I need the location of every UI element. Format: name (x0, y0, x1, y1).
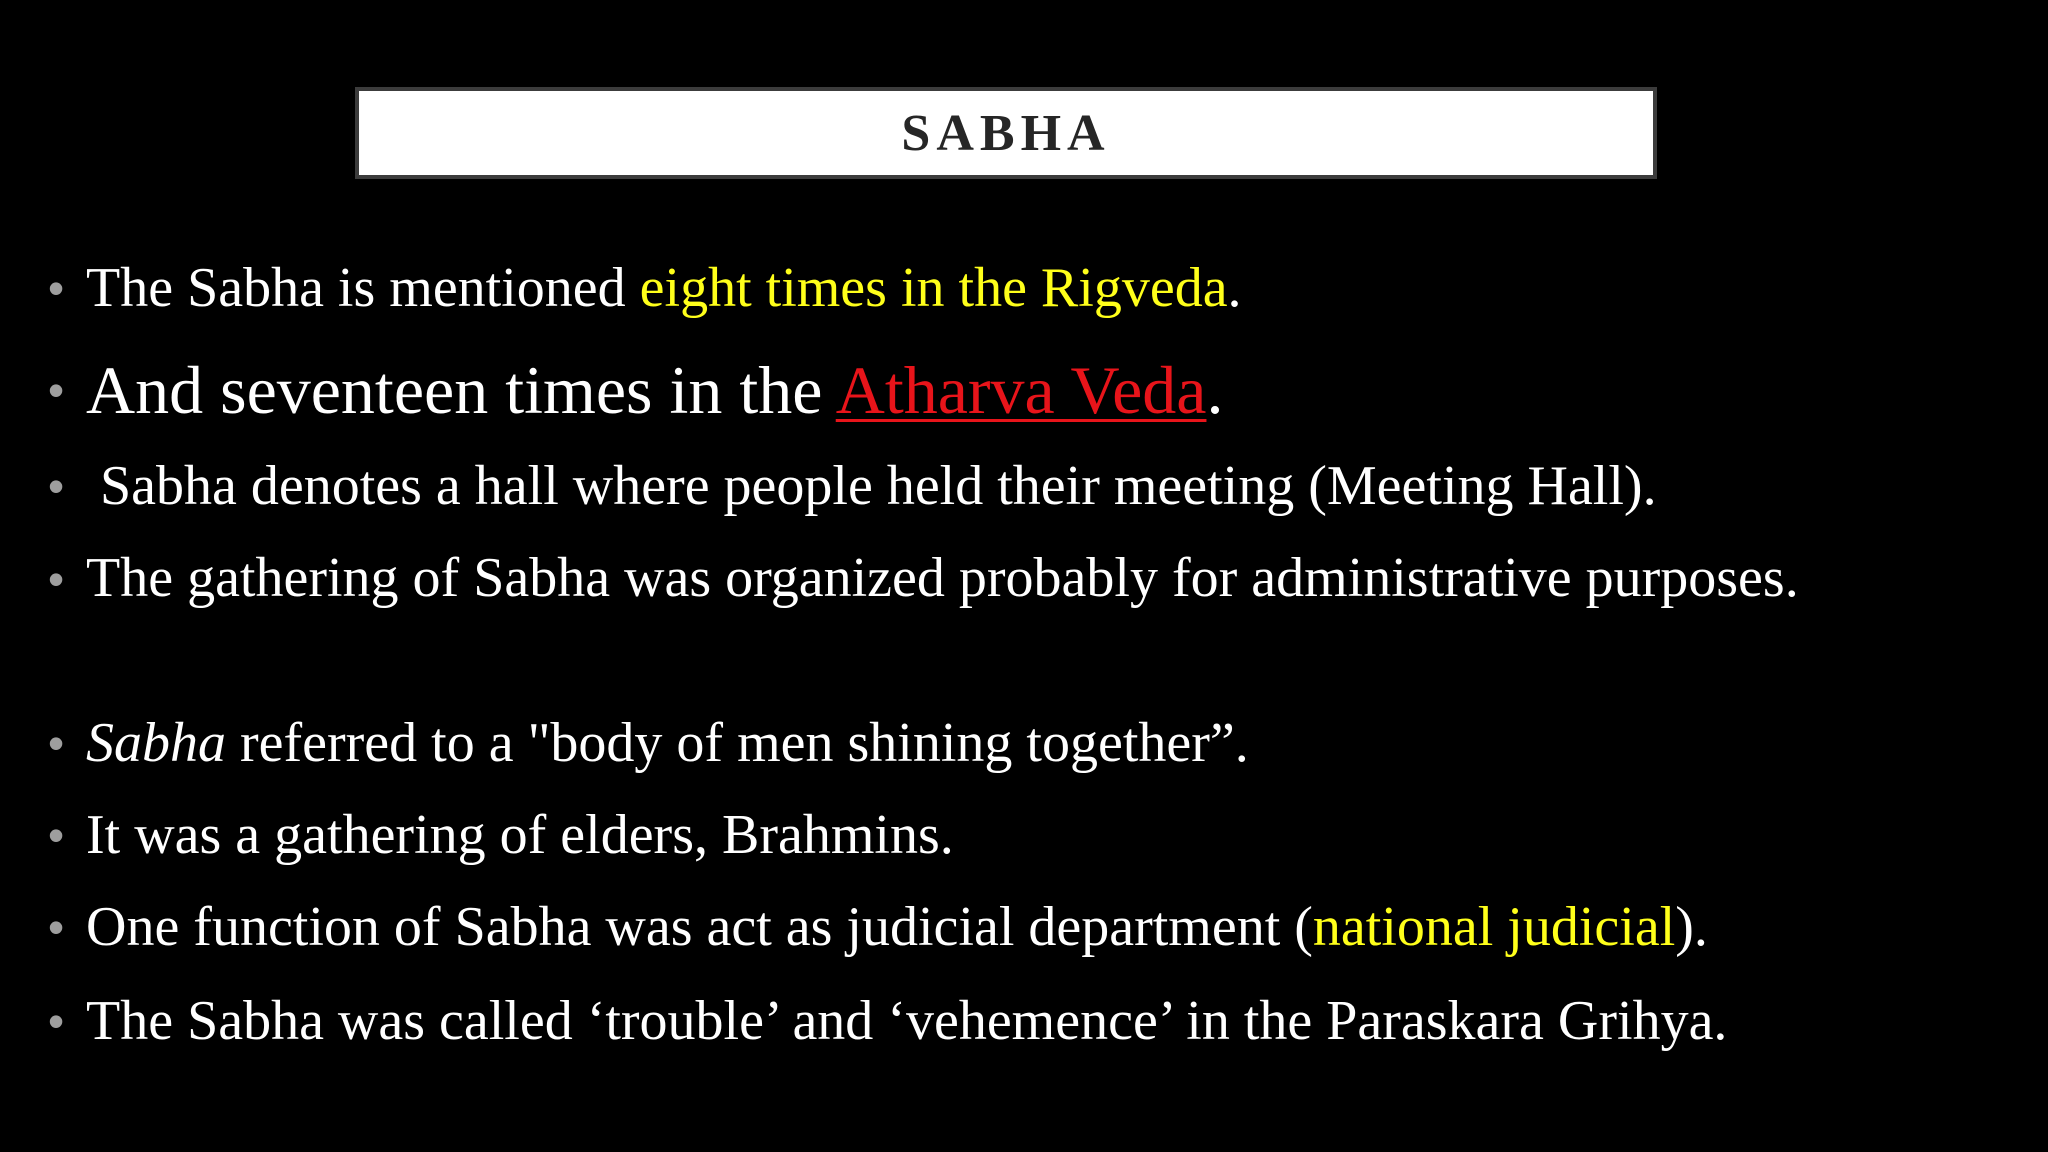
bullet-item (48, 892, 2033, 962)
bullet-dot: • (48, 809, 65, 861)
bullet-text-part: . (1206, 352, 1224, 428)
bullet-text (86, 892, 2033, 962)
bullet-dot: • (48, 364, 65, 416)
bullet-text-part: ). (1675, 896, 1708, 958)
bullet-dot: • (48, 262, 65, 314)
bullet-dot: • (48, 901, 65, 953)
bullet-item (48, 253, 2033, 323)
bullet-dot: • (48, 995, 65, 1047)
bullet-text: Sabha denotes a hall where people held their meeting (Meeting Hall). (86, 455, 1657, 517)
bullet-item (48, 708, 2033, 778)
bullet-item (48, 986, 2033, 1056)
italic-term: Sabha (86, 712, 226, 774)
title-box (355, 87, 1657, 179)
bullet-dot: • (48, 717, 65, 769)
bullet-item (48, 544, 2033, 614)
bullet-dot: • (48, 460, 65, 512)
bullet-dot: • (48, 553, 65, 605)
bullet-text-part: . (1227, 257, 1242, 319)
bullet-item (48, 350, 2033, 430)
bullet-text: The Sabha was called ‘trouble’ and ‘vehemence’ in the Paraskara Grihya. (86, 990, 1728, 1052)
slide-title: SABHA (901, 104, 1111, 162)
bullet-text: The gathering of Sabha was organized probably for administrative purposes. (86, 547, 1799, 609)
bullet-text: It was a gathering of elders, Brahmins. (86, 804, 954, 866)
bullet-text-part: One function of Sabha was act as judicial department ( (86, 896, 1313, 958)
bullet-text-part: And seventeen times in the (86, 352, 836, 428)
bullet-text (86, 350, 2033, 430)
highlight-text: national judicial (1312, 896, 1676, 958)
bullet-text (86, 253, 2033, 323)
bullet-text-part: referred to a "body of men shining together”. (226, 712, 1249, 774)
bullet-text-part: The Sabha is mentioned (86, 257, 640, 319)
bullet-item (48, 451, 2033, 521)
bullet-text (86, 708, 2033, 778)
atharva-veda-link[interactable]: Atharva Veda (835, 352, 1207, 428)
highlight-text: eight times in the Rigveda (639, 257, 1228, 319)
bullet-item (48, 800, 2033, 870)
